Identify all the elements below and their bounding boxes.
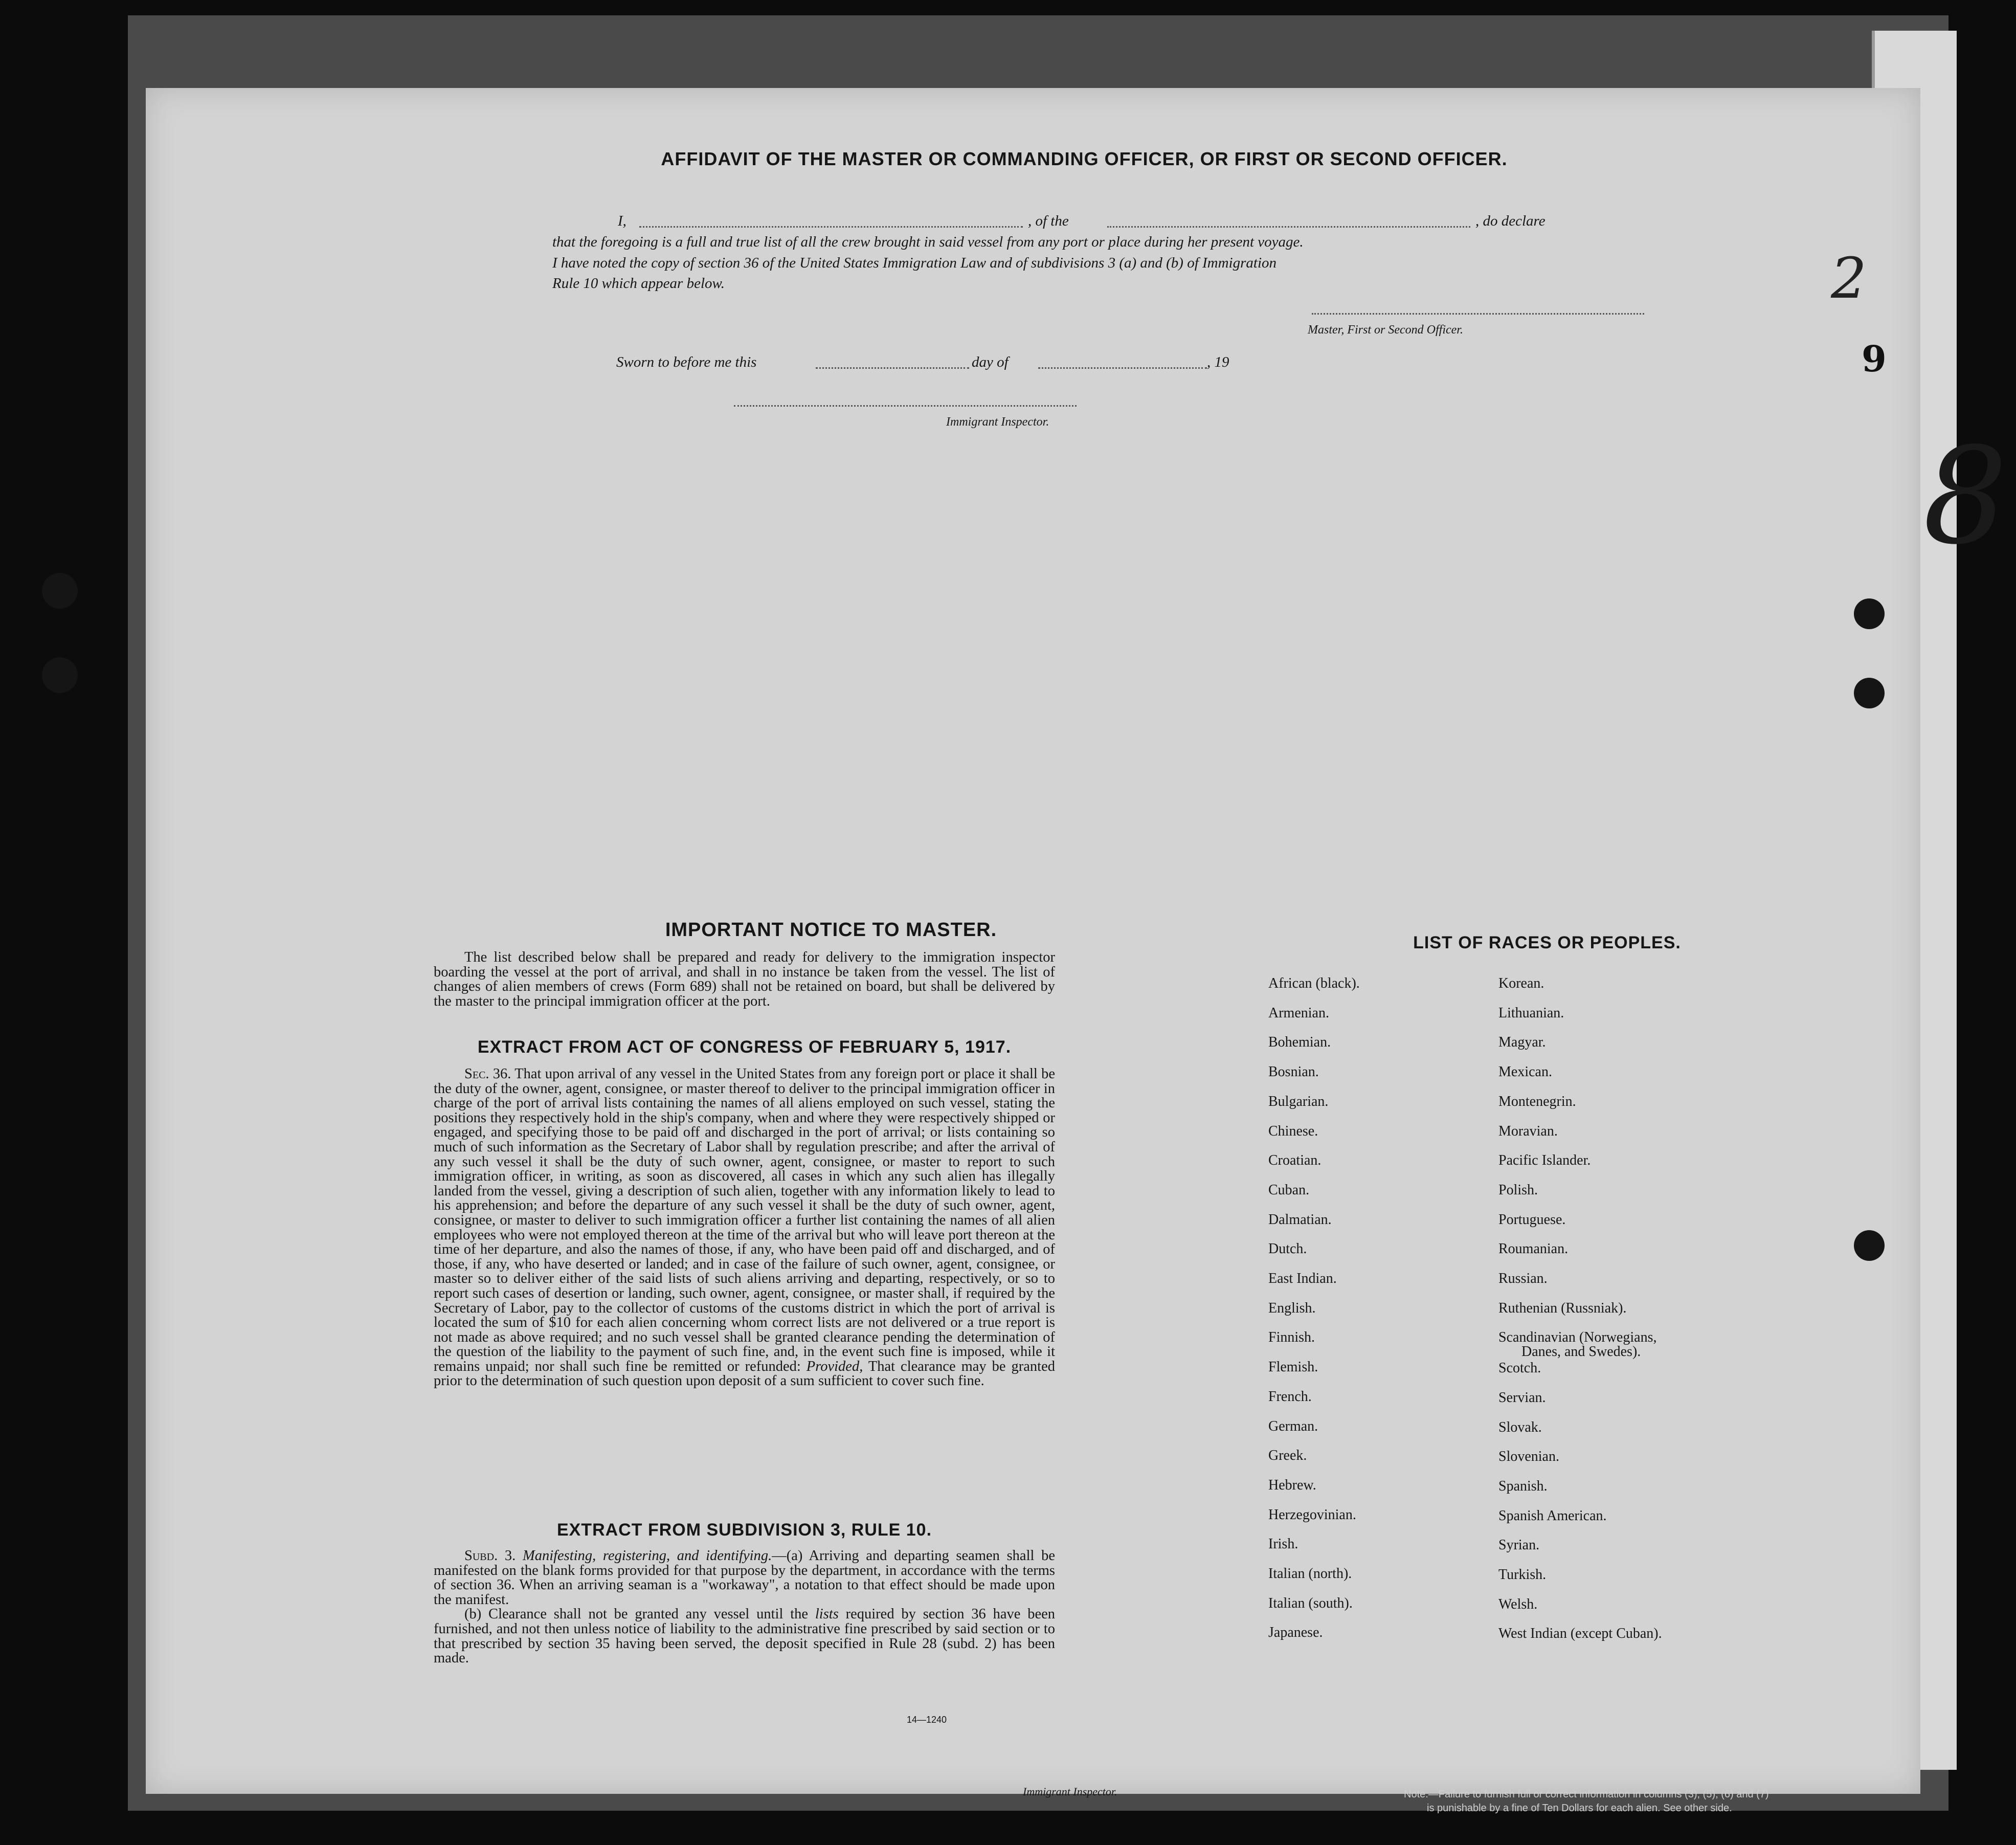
act-extract-title: EXTRACT FROM ACT OF CONGRESS OF FEBRUARY 5, 1917. [477,1037,1012,1057]
race-item: Welsh. [1498,1596,1538,1612]
races-title: LIST OF RACES OR PEOPLES. [1413,933,1681,952]
race-item: English. [1268,1300,1316,1316]
race-item: Montenegrin. [1498,1093,1576,1109]
binder-hole [1854,598,1885,629]
race-item: Italian (north). [1268,1566,1352,1582]
race-item: Cuban. [1268,1182,1310,1198]
margin-number-2: 2 [1831,246,1867,311]
race-item: Italian (south). [1268,1595,1353,1611]
race-item: Hebrew. [1268,1477,1316,1493]
year-text: , 19 [1207,354,1229,370]
sec-label: Sec. 36. [464,1066,511,1082]
race-item: Bohemian. [1268,1034,1331,1051]
race-item: Moravian. [1498,1123,1558,1139]
notice-paragraph [434,950,1055,1009]
margin-number-8: 8 [1923,419,2008,574]
binder-hole [42,573,78,609]
race-item: Slovenian. [1498,1449,1559,1465]
inspector-signature-line [734,405,1077,407]
race-item-continuation: Danes, and Swedes). [1521,1344,1641,1360]
race-item: Spanish American. [1498,1507,1607,1524]
binder-hole [42,657,78,693]
race-item: German. [1268,1418,1318,1434]
binder-hole [1854,678,1885,708]
rule-text-a: —(a) Arriving and departing seamen shall be manifested on the blank forms provided for that purpose by the department, in accordance with the terms of section 36. When an arriving seaman is a "workaway", a notation to that effect should be made upon the manifest. [434,1548,1055,1608]
race-item: Flemish. [1268,1359,1318,1375]
race-item: Herzegovinian. [1268,1506,1356,1523]
master-signature-line [1312,313,1644,315]
race-item: Servian. [1498,1389,1546,1406]
race-item: Armenian. [1268,1005,1329,1021]
subd-heading: Manifesting, registering, and identifying. [522,1548,772,1564]
affidavit-line2: that the foregoing is a full and true list of all the crew brought in said vessel from any port or place during her present voyage. [552,234,1304,250]
race-item: Dalmatian. [1268,1211,1332,1228]
race-item: Chinese. [1268,1123,1318,1139]
bottom-note: Note.—Failure to furnish full or correct information in columns (3), (5), (6) and (7) [1404,1789,1769,1800]
act-text-a: That upon arrival of any vessel in the United States from any foreign port or place it shall be the duty of the owner, agent, consignee, or master thereof to deliver to the principal immigration officer in charge of the port of arrival lists containing the names of all aliens employed on such vessel, stating the positions they respectively hold in the ship's company, when and where they were respectively shipped or engaged, and specifying those to be paid off and discharged in the port of arrival; or lists containing so much of such information as the Secretary of Labor shall by regulation prescribe; and after the arrival of any such vessel it shall be the duty of such owner, agent, consignee, or master to report to such immigration officer, in writing, as soon as discovered, all cases in which any such alien has illegally landed from the vessel, giving a description of such alien, together with any information likely to lead to his apprehension; and before the departure of any such vessel it shall be the duty of such owner, agent, consignee, or master to deliver to such immigration officer a further list containing the names of all alien employees who were not employed thereon at the time of the arrival but who will leave port thereon at the time of her departure, and also the names of those, if any, who have been paid off and discharged, and of those, if any, who have deserted or landed; and in case of the failure of such owner, agent, consignee, or master so to deliver either of the said lists of such aliens arriving and departing, respectively, or so to report such cases of desertion or landing, such owner, agent, consignee, or master shall, if required by the Secretary of Labor, pay to the collector of customs of the customs district in which the port of arrival is located the sum of $10 for each alien concerning whom correct lists are not delivered or a true report is not made as above required; and no such vessel shall be granted clearance pending the determination of the question of the liability to the payment of such fine, and, in the event such fine is imposed, while it remains unpaid; nor shall such fine be remitted or refunded: [434,1066,1055,1374]
affidavit-line3: I have noted the copy of section 36 of the United States Immigration Law and of subdivisions 3 (a) and (b) of Immigration [552,255,1277,271]
sworn-text: Sworn to before me this [616,354,757,370]
race-item: Mexican. [1498,1064,1552,1080]
race-item: Roumanian. [1498,1241,1569,1257]
race-item: Scandinavian (Norwegians, [1498,1329,1657,1346]
race-item: Ruthenian (Russniak). [1498,1300,1627,1316]
race-item: Spanish. [1498,1478,1548,1494]
race-item: West Indian (except Cuban). [1498,1626,1662,1642]
notice-title: IMPORTANT NOTICE TO MASTER. [665,919,997,941]
bottom-inspector-label: Immigrant Inspector. [1023,1785,1117,1798]
notice-text: The list described below shall be prepared and ready for delivery to the immigration inspector boarding the vessel at the port of arrival, and shall in no instance be taken from the vessel. The list of changes of alien members of crews (Form 689) shall not be retained on board, but shall be delivered by the master to the principal immigration officer at the port. [434,949,1055,1009]
bottom-note-2: is punishable by a fine of Ten Dollars for each alien. See other side. [1427,1803,1732,1814]
provided-word: Provided, [806,1358,863,1374]
race-item: Bulgarian. [1268,1093,1329,1109]
race-item: Dutch. [1268,1241,1307,1257]
lists-word: lists [815,1606,839,1622]
rule-extract-paragraph [434,1549,1055,1666]
rule-extract-title: EXTRACT FROM SUBDIVISION 3, RULE 10. [556,1520,932,1540]
subd-label: Subd. 3. [464,1548,516,1564]
race-item: East Indian. [1268,1271,1337,1286]
vessel-line [1107,226,1470,228]
affidavit-of-the: , of the [1028,213,1069,229]
form-number: 14—1240 [907,1715,947,1725]
race-item: Korean. [1498,975,1544,991]
month-line [1038,367,1207,369]
master-signature-label: Master, First or Second Officer. [1308,323,1463,337]
rule-text-b-prefix: (b) Clearance shall not be granted any vessel until the [464,1606,815,1622]
act-text-b: That clearance may be granted prior to the determination of such question upon deposit of a sum sufficient to cover such fine. [434,1358,1055,1389]
race-item: Slovak. [1498,1419,1542,1435]
inspector-label: Immigrant Inspector. [946,415,1049,429]
race-item: Bosnian. [1268,1064,1319,1080]
race-item: Russian. [1498,1271,1548,1286]
margin-number-9: 9 [1862,338,1887,380]
race-item: Pacific Islander. [1498,1152,1591,1169]
affidavit-do-declare: , do declare [1475,213,1545,229]
race-item: Irish. [1268,1536,1298,1552]
race-item: French. [1268,1388,1312,1405]
name-line [639,226,1023,228]
race-item: Scotch. [1498,1360,1541,1376]
affidavit-line4: Rule 10 which appear below. [552,275,725,292]
race-item: Greek. [1268,1448,1307,1464]
day-of-text: day of [972,354,1009,370]
race-item: Japanese. [1268,1625,1323,1641]
race-item: Croatian. [1268,1152,1321,1169]
race-item: Syrian. [1498,1537,1540,1553]
race-item: Finnish. [1268,1329,1315,1346]
race-item: African (black). [1268,975,1360,991]
race-item: Polish. [1498,1182,1538,1198]
affidavit-title: AFFIDAVIT OF THE MASTER OR COMMANDING OFFICER, OR FIRST OR SECOND OFFICER. [661,148,1508,169]
race-item: Lithuanian. [1498,1005,1564,1021]
binder-hole [1854,1230,1885,1261]
race-item: Magyar. [1498,1034,1546,1051]
rule-text-b: required by section 36 have been furnished, and not then unless notice of liability to the administrative fine prescribed by said section or to that prescribed by section 35 having been served, the deposit specified in Rule 28 (subd. 2) has been made. [434,1606,1056,1666]
act-extract-paragraph [434,1067,1055,1389]
race-item: Turkish. [1498,1567,1547,1583]
day-line [816,367,969,369]
affidavit-i: I, [618,213,626,229]
race-item: Portuguese. [1498,1211,1566,1228]
